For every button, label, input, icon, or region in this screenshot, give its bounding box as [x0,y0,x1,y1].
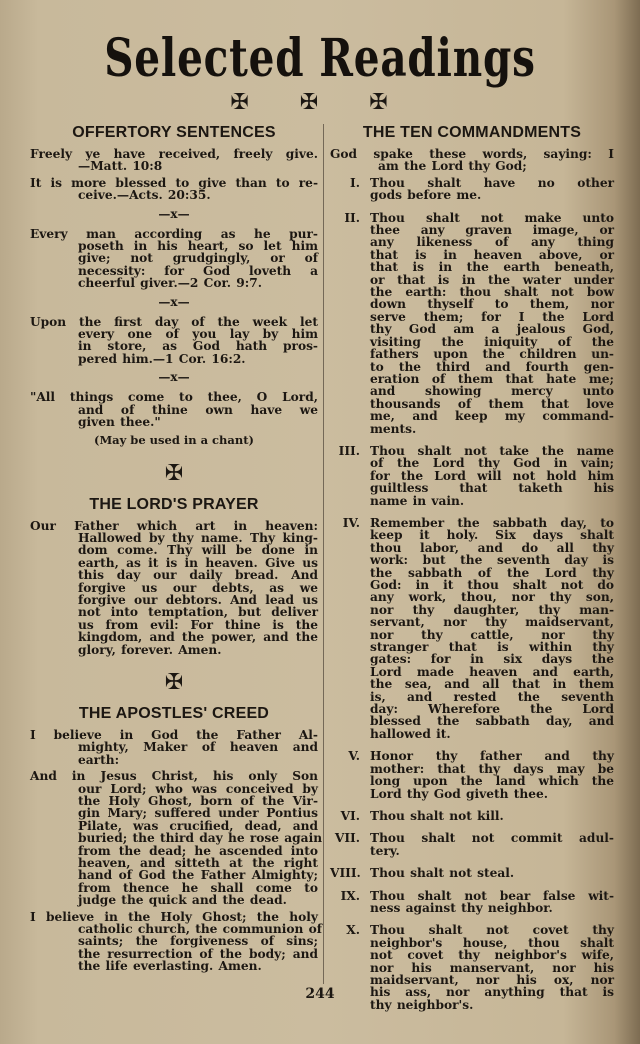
text-line: his ass, nor anything that is [370,985,614,1000]
creed-heading: THE APOSTLES' CREED [78,704,270,722]
text-line: cheerful giver.—2 Cor. 9:7. [78,276,262,291]
text-line: of the Lord thy God in vain; [370,456,614,471]
text-line: visiting the iniquity of the [370,334,614,349]
text-line: Remember the sabbath day, to [370,515,614,530]
text-line: Thou shalt not covet thy [370,923,614,938]
text-line: forgive our debtors. And lead us [78,592,318,607]
commandment-text [370,445,614,511]
prayer-text [30,520,318,656]
text-line: God: in it thou shalt not do [370,578,614,592]
text-line: long upon the land which the [370,774,614,789]
text-line: "All things come to thee, O Lord, [30,390,318,405]
commandment-numeral: VIII. [330,866,361,881]
text-line: thee any graven image, or [370,223,614,238]
text-line: nor thy daughter, thy man- [370,602,614,617]
text-line: this day our daily bread. And [78,568,318,583]
commandment-numeral: VI. [340,808,360,823]
text-line: day: Wherefore the Lord [370,702,614,717]
offertory-sentence [30,177,318,202]
text-line: Thou shalt not steal. [370,866,515,881]
text-line: eration of them that hate me; [370,371,614,386]
text-line: Freely ye have received, freely give. [30,147,318,161]
text-line: buried; the third day he rose again [78,831,323,846]
text-line: earth, as it is in heaven. Give us [78,555,318,570]
text-line: Lord made heaven and earth, [370,664,614,679]
commandment-text [370,832,614,861]
text-line: hallowed it. [370,726,451,741]
creed-paragraph [30,729,318,766]
text-line: mother: that thy days may be [370,761,614,776]
text-line: forgive us our debts, as we [78,580,318,595]
text-line: thy God am a jealous God, [370,322,614,337]
text-line: thy neighbor's. [370,997,474,1012]
text-line: It is more blessed to give than to re- [30,175,318,190]
text-line: nor his manservant, nor his [370,960,614,975]
commandments-heading: THE TEN COMMANDMENTS [362,124,582,141]
text-line: dom come. Thy will be done in [78,543,318,558]
text-line: blessed the sabbath day, and [370,714,614,729]
commandment-text [370,867,614,883]
text-line: And in Jesus Christ, his only Son [30,769,318,784]
commandment [330,832,614,861]
commandment-numeral: X. [346,923,360,938]
cross-ornament: ✠ [164,460,184,486]
separator: —x— [158,294,190,309]
text-line: stranger that is within thy [370,640,614,655]
creed-paragraph [30,909,322,974]
commandment [330,212,614,439]
text-line: Upon the first day of the week let [30,314,318,329]
page-number: 244 [305,986,335,1002]
offertory-sentence [30,148,318,173]
text-line: ments. [370,421,417,436]
text-line: given thee." [78,415,161,430]
commandment-text [370,890,614,919]
text-line: is, and rested the seventh [370,689,614,704]
column-divider [323,124,324,984]
commandment-text [370,750,614,804]
separator: —x— [158,206,190,221]
text-line: that is in heaven above, or [370,247,614,262]
lords-prayer-heading: THE LORD'S PRAYER [89,495,259,513]
text-line: not into temptation, but deliver [78,605,318,620]
text-line: from the dead; he ascended into [78,843,318,858]
commandment [330,750,614,804]
commandment-numeral: IX. [340,888,360,903]
lords-prayer [30,496,318,656]
commandment-numeral: V. [348,749,360,764]
text-line: maidservant, nor his ox, nor [370,972,614,987]
text-line: gates: for in six days the [370,652,614,667]
text-line: Thou shalt not kill. [370,808,504,823]
text-line: keep it holy. Six days shalt [370,528,614,543]
commandments-intro [330,148,614,173]
text-line: —Matt. 10:8 [78,159,163,174]
text-line: the sabbath of the Lord thy [370,565,614,580]
commandment-lines [370,212,614,435]
text-line: name in vain. [370,493,465,508]
text-line: Pilate, was crucified, dead, and [78,818,318,833]
right-column [330,124,614,1021]
text-line: ness against thy neighbor. [370,900,553,915]
text-line: in store, as God hath pros- [78,339,318,354]
offertory-heading: OFFERTORY SENTENCES [72,124,276,141]
commandment-numeral: IV. [342,515,360,530]
commandment-numeral: III. [338,443,360,458]
text-line: every one of you lay by him [78,327,318,342]
cross-ornament: ✠ ✠ ✠ [230,90,410,115]
text-line: mighty, Maker of heaven and [78,740,318,755]
text-line: the life everlasting. Amen. [78,959,262,974]
commandment [330,810,614,826]
text-line: Every man according as he pur- [30,226,318,241]
chant-note: (May be used in a chant) [94,432,254,447]
text-line: I believe in the Holy Ghost; the holy [30,909,318,924]
text-line: ceive.—Acts. 20:35. [78,188,211,203]
text-line: pered him.—1 Cor. 16:2. [78,351,246,366]
commandment [330,445,614,511]
text-line: God spake these words, saying: I [330,147,614,161]
text-line: the earth: thou shalt not bow [370,285,614,300]
text-line: me, and keep my command- [370,409,614,424]
cross-ornament: ✠ [164,669,184,695]
page-title: Selected Readings [104,28,536,89]
separator: —x— [158,370,190,385]
text-line: thousands of them that love [370,396,614,411]
text-line: catholic church, the communion of [78,922,322,937]
text-line: Lord thy God giveth thee. [370,786,548,801]
text-line: serve them; for I the Lord [370,309,614,324]
text-line: any work, thou, nor thy son, [370,590,614,605]
offertory-sentence [30,316,318,366]
commandment [330,890,614,919]
commandment [330,517,614,744]
commandment-text [370,177,614,206]
text-line: or that is in the water under [370,272,614,287]
text-line: poseth in his heart, so let him [78,239,318,254]
text-line: Thou shalt not take the name [370,443,614,458]
text-line: give; not grudgingly, or of [78,251,318,266]
text-line: the Holy Ghost, born of the Vir- [78,794,318,808]
text-line: Honor thy father and thy [370,749,614,764]
text-line: from thence he shall come to [78,880,318,895]
text-line: us from evil: For thine is the [78,617,318,632]
apostles-creed [30,704,323,974]
text-line: our Lord; who was conceived by [78,781,318,796]
creed-paragraph [30,769,323,908]
text-line: that is in the earth beneath, [370,260,614,275]
offertory-sentence [30,228,318,290]
text-line: servant, nor thy maidservant, [370,615,614,630]
text-line: Thou shalt not bear false wit- [370,888,614,903]
commandment-lines [370,445,614,507]
text-line: heaven, and sitteth at the right [78,856,318,871]
commandment-numeral: II. [344,210,360,225]
commandment-lines [370,517,614,740]
text-line: and of thine own have we [78,402,318,417]
commandment [330,867,614,883]
commandment-numeral: VII. [334,831,360,846]
text-line: earth: [78,752,120,767]
commandment-text [370,517,614,744]
text-line: neighbor's house, thou shalt [370,935,614,950]
offertory-sentences [30,124,318,447]
commandment-lines [370,867,614,879]
text-line: glory, forever. Amen. [78,642,222,657]
commandment-lines [370,177,614,202]
commandment-text [370,810,614,826]
text-line: Thou shalt not make unto [370,210,614,225]
text-line: to the third and fourth gen- [370,359,614,374]
text-line: I believe in God the Father Al- [30,727,318,742]
text-line: saints; the forgiveness of sins; [78,934,318,949]
text-line: Hallowed by thy name. Thy king- [78,530,318,545]
left-column [30,124,323,977]
text-line: for the Lord will not hold him [370,468,614,483]
ten-commandments [330,124,614,1015]
text-line: guiltless that taketh his [370,481,614,496]
text-line: gin Mary; suffered under Pontius [78,806,318,821]
commandment-lines [370,832,614,857]
commandment-numeral: I. [350,175,360,190]
text-line: judge the quick and the dead. [78,893,287,908]
text-line: Our Father which art in heaven: [30,518,318,533]
text-line: the resurrection of the body; and [78,946,318,961]
commandment-lines [370,810,614,822]
text-line: Thou shalt have no other [370,175,614,190]
text-line: necessity: for God loveth a [78,263,318,278]
text-line: not covet thy neighbor's wife, [370,948,614,963]
text-line: work: but the seventh day is [370,553,614,568]
text-line: hand of God the Father Almighty; [78,868,318,883]
text-line: kingdom, and the power, and the [78,630,318,645]
commandment-text [370,212,614,439]
text-line: am the Lord thy God; [378,159,527,174]
text-line: gods before me. [370,188,482,203]
text-line: thou labor, and do all thy [370,540,614,555]
text-line: and showing mercy unto [370,384,614,399]
text-line: any likeness of any thing [370,235,614,250]
commandment-lines [370,890,614,915]
text-line: down thyself to them, nor [370,297,614,312]
text-line: fathers upon the children un- [370,347,614,362]
text-line: the sea, and all that in them [370,677,614,692]
text-line: Thou shalt not commit adul- [370,831,614,846]
commandment [330,177,614,206]
commandment-lines [370,750,614,800]
text-line: tery. [370,843,400,858]
offertory-sentence [30,391,318,428]
text-line: nor thy cattle, nor thy [370,627,614,642]
